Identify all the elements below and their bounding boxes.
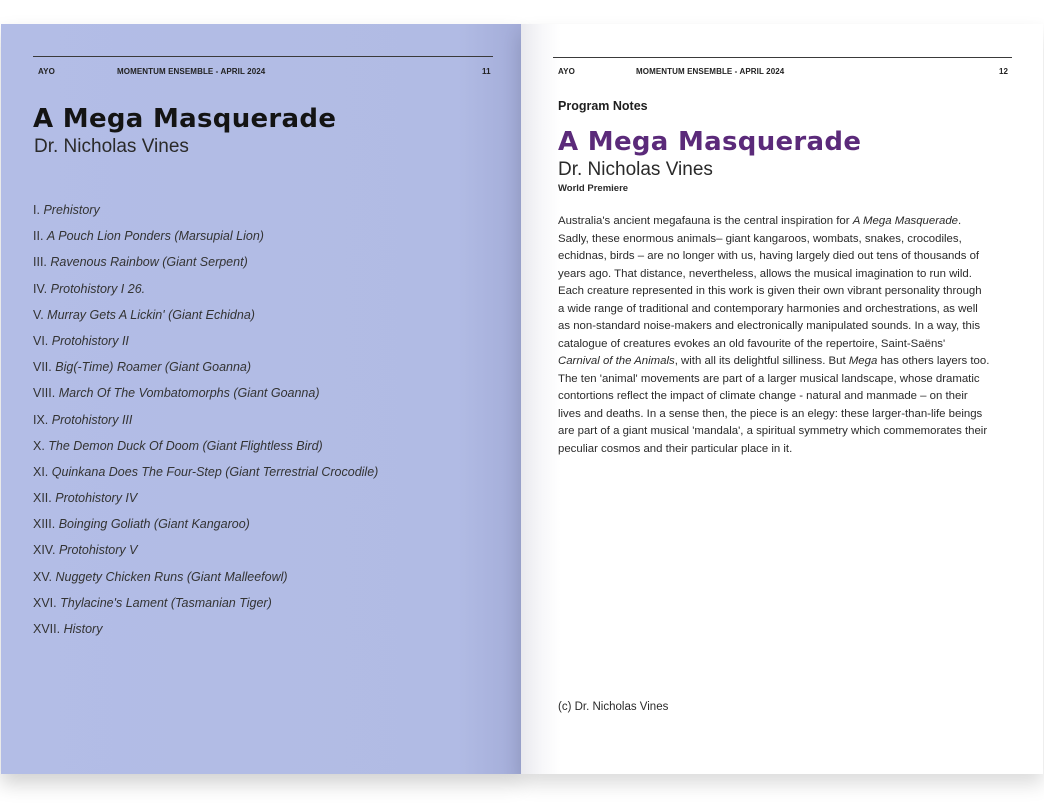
movement-item: III. Ravenous Rainbow (Giant Serpent) <box>33 255 248 270</box>
page-number: 12 <box>999 67 1009 76</box>
movement-item: V. Murray Gets A Lickin' (Giant Echidna) <box>33 307 255 322</box>
piece-title: A Mega Masquerade <box>558 127 862 157</box>
page-number: 11 <box>482 67 491 76</box>
movement-item: XIV. Protohistory V <box>33 543 138 558</box>
header-label: AYO <box>558 67 575 76</box>
program-notes-body: Australia's ancient megafauna is the central inspiration for A Mega Masquerade. Sadly, these enormous animals– giant kangaroos, wombats, snakes, crocodiles, echidnas, birds – are no longer with us, having largely died out tens of thousands of years ago. That distance, nevertheless, allows the musical imagination to run wild. Each creature represented in this work is given their own vibrant personality through a wide range of traditional and contemporary harmonies and orchestrations, as well as non-standard noise-makers and electronically manipulated sounds. In a way, this catalogue of creatures evokes an old favourite of the repertoire, Saint-Saëns' Carnival of the Animals, with all its delightful silliness. But Mega has others layers too. The ten 'animal' movements are part of a larger musical landscape, whose dramatic contortions reflect the impact of climate change - natural and manmade – on their lives and deaths. In a sense then, the piece is an elegy: these larger-than-life beings are part of a giant musical 'mandala', a spiritual symmetry which commemorates their peculiar cosmos and their particular place in it. <box>558 215 990 455</box>
movement-item: VI. Protohistory II <box>33 333 129 348</box>
header-title: MOMENTUM ENSEMBLE - APRIL 2024 <box>117 67 266 76</box>
header-rule <box>553 57 1012 58</box>
piece-title: A Mega Masquerade <box>33 104 337 134</box>
movement-item: XII. Protohistory IV <box>33 491 138 506</box>
movement-list <box>33 203 378 648</box>
movement-item: IX. Protohistory III <box>33 412 133 427</box>
composer-name: Dr. Nicholas Vines <box>558 159 713 180</box>
left-page <box>1 24 521 774</box>
movement-item: XIII. Boinging Goliath (Giant Kangaroo) <box>33 517 250 532</box>
movement-item: VII. Big(-Time) Roamer (Giant Goanna) <box>33 360 252 375</box>
booklet-spread <box>0 24 1044 774</box>
copyright-line: (c) Dr. Nicholas Vines <box>558 701 669 713</box>
movement-item: IV. Protohistory I 26. <box>33 281 146 296</box>
right-page <box>521 24 1043 774</box>
movement-item: X. The Demon Duck Of Doom (Giant Flightless Bird) <box>33 438 323 453</box>
premiere-label: World Premiere <box>558 183 629 194</box>
movement-item: XI. Quinkana Does The Four-Step (Giant Terrestrial Crocodile) <box>33 464 379 479</box>
composer-name: Dr. Nicholas Vines <box>34 136 189 157</box>
movement-item: XVI. Thylacine's Lament (Tasmanian Tiger) <box>33 595 272 610</box>
header-rule <box>33 56 493 57</box>
movement-item: VIII. March Of The Vombatomorphs (Giant Goanna) <box>33 386 320 401</box>
movement-item: I. Prehistory <box>33 203 100 217</box>
header-title: MOMENTUM ENSEMBLE - APRIL 2024 <box>636 67 785 76</box>
movement-item: II. A Pouch Lion Ponders (Marsupial Lion) <box>33 229 264 244</box>
movement-item: XV. Nuggety Chicken Runs (Giant Malleefowl) <box>33 569 288 584</box>
section-label: Program Notes <box>558 99 648 113</box>
movement-item: XVII. History <box>33 622 103 636</box>
header-label: AYO <box>38 67 55 76</box>
